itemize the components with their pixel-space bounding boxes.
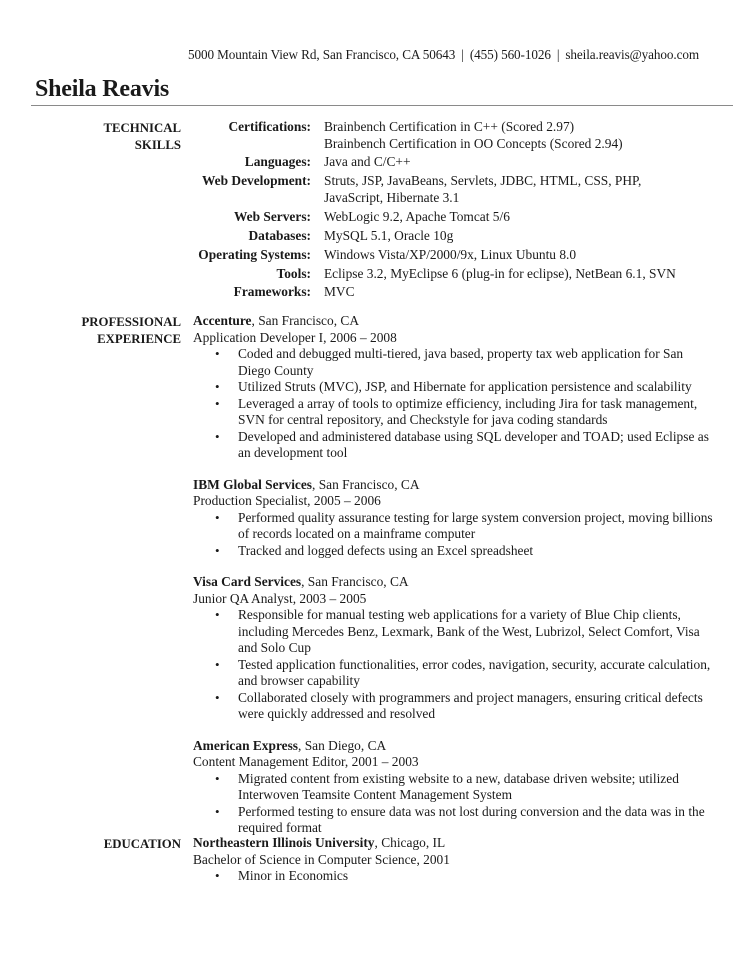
skill-row-web-development xyxy=(0,173,750,206)
school-location: , Chicago, IL xyxy=(374,835,446,850)
skill-key: Certifications: xyxy=(228,119,311,134)
address: 5000 Mountain View Rd, San Francisco, CA 50643 xyxy=(188,47,456,62)
bullet-item: • Migrated content from existing website to a new, database driven website; utilized Interwoven Teamsite Content Management System xyxy=(193,771,713,804)
job-heading xyxy=(193,738,713,755)
skill-value xyxy=(324,209,724,226)
candidate-name: Sheila Reavis xyxy=(35,76,170,102)
skill-row-languages xyxy=(0,154,750,171)
skill-value-line: Eclipse 3.2, MyEclipse 6 (plug-in for eclipse), NetBean 6.1, SVN xyxy=(324,265,676,281)
job-entry xyxy=(193,574,713,723)
skill-key: Web Development: xyxy=(202,173,311,189)
job-location: , San Francisco, CA xyxy=(251,313,359,328)
skills-table xyxy=(0,119,750,303)
job-location: , San Francisco, CA xyxy=(301,574,409,589)
skill-value xyxy=(324,119,724,152)
skill-key: Tools: xyxy=(276,265,311,281)
skill-value-line: MySQL 5.1, Oracle 10g xyxy=(324,227,454,243)
bullet-item: • Tested application functionalities, error codes, navigation, security, accurate calculation, and browser capability xyxy=(193,657,713,690)
skill-value-line: MVC xyxy=(324,284,355,300)
skill-row-databases xyxy=(0,228,750,245)
bullet-item: • Minor in Economics xyxy=(193,868,713,885)
skill-row-web-servers xyxy=(0,209,750,226)
bullet-item: • Utilized Struts (MVC), JSP, and Hibernate for application persistence and scalability xyxy=(193,379,713,396)
skill-value xyxy=(324,228,724,245)
job-title: Production Specialist, 2005 – 2006 xyxy=(193,493,381,508)
phone: (455) 560-1026 xyxy=(469,47,551,62)
skill-key: Frameworks: xyxy=(233,284,311,300)
job-entry xyxy=(193,738,713,837)
skill-value xyxy=(324,173,724,206)
job-title: Application Developer I, 2006 – 2008 xyxy=(193,329,397,345)
section-label-line: EXPERIENCE xyxy=(97,331,181,346)
degree: Bachelor of Science in Computer Science, 2001 xyxy=(193,851,450,867)
skill-key: Databases: xyxy=(248,227,311,243)
school-heading xyxy=(193,835,713,852)
skill-key: Languages: xyxy=(244,154,311,170)
section-label-education: EDUCATION xyxy=(103,837,181,851)
skill-value-line: JavaScript, Hibernate 3.1 xyxy=(324,189,460,205)
education-bullets xyxy=(193,868,713,885)
job-title: Junior QA Analyst, 2003 – 2005 xyxy=(193,590,367,606)
job-bullets xyxy=(193,607,713,723)
bullet-item: • Coded and debugged multi-tiered, java based, property tax web application for San Diego County xyxy=(193,346,713,379)
skill-value xyxy=(324,247,724,264)
job-heading xyxy=(193,477,713,494)
separator: | xyxy=(461,47,464,62)
job-location: , San Francisco, CA xyxy=(312,476,420,492)
skill-value xyxy=(324,284,724,301)
job-entry xyxy=(193,313,713,462)
job-bullets xyxy=(193,346,713,462)
job-bullets xyxy=(193,510,713,560)
company-name: Visa Card Services xyxy=(193,574,302,589)
bullet-item: • Leveraged a array of tools to optimize efficiency, including Jira for task management, SVN for central repository, and Checkstyle for java coding standards xyxy=(193,396,713,429)
bullet-item: • Collaborated closely with programmers and project managers, ensuring critical defects were quickly addressed and resolved xyxy=(193,690,713,723)
skill-key: Operating Systems: xyxy=(198,246,311,262)
skill-key: Web Servers: xyxy=(234,208,311,224)
skill-value-line: Struts, JSP, JavaBeans, Servlets, JDBC, HTML, CSS, PHP, xyxy=(324,173,642,189)
skill-value xyxy=(324,154,724,171)
bullet-item: • Developed and administered database using SQL developer and TOAD; used Eclipse as an development tool xyxy=(193,429,713,462)
job-title: Content Management Editor, 2001 – 2003 xyxy=(193,754,419,769)
section-label-line: PROFESSIONAL xyxy=(81,315,181,329)
skill-value-line: Brainbench Certification in OO Concepts (Scored 2.94) xyxy=(324,135,623,151)
bullet-item: • Performed testing to ensure data was not lost during conversion and the data was in the required format xyxy=(193,804,713,837)
email-link[interactable]: sheila.reavis@yahoo.com xyxy=(565,47,699,62)
skill-row-frameworks xyxy=(0,284,750,301)
header-divider xyxy=(31,105,733,106)
separator: | xyxy=(556,47,560,62)
job-entry xyxy=(193,477,713,560)
skill-value-line: WebLogic 9.2, Apache Tomcat 5/6 xyxy=(324,208,510,224)
company-name: IBM Global Services xyxy=(193,476,313,492)
section-label-professional-experience xyxy=(31,314,181,347)
skill-value-line: Java and C/C++ xyxy=(324,154,411,170)
experience-list xyxy=(193,313,713,852)
skill-row-tools xyxy=(0,266,750,283)
skill-value xyxy=(324,266,724,283)
skill-value-line: Windows Vista/XP/2000/9x, Linux Ubuntu 8.0 xyxy=(324,246,577,262)
company-name: American Express xyxy=(193,737,299,753)
school-name: Northeastern Illinois University xyxy=(193,835,375,850)
bullet-item: • Responsible for manual testing web applications for a variety of Blue Chip clients, including Mercedes Benz, Lexmark, Bank of the West, Lubrizol, Select Comfort, Visa and Solo Cup xyxy=(193,607,713,657)
job-bullets xyxy=(193,771,713,837)
bullet-item: • Performed quality assurance testing for large system conversion project, moving billions of records located on a mainframe computer xyxy=(193,510,713,543)
job-heading xyxy=(193,313,713,330)
section-label-line: TECHNICAL xyxy=(103,121,181,135)
section-label-line: SKILLS xyxy=(134,137,181,152)
company-name: Accenture xyxy=(193,313,252,328)
skill-row-certifications xyxy=(0,119,750,152)
job-heading xyxy=(193,574,713,591)
skill-value-line: Brainbench Certification in C++ (Scored 2.97) xyxy=(324,119,575,134)
contact-line xyxy=(188,47,699,63)
bullet-item: • Tracked and logged defects using an Excel spreadsheet xyxy=(193,543,713,560)
skill-row-operating-systems xyxy=(0,247,750,264)
job-location: , San Diego, CA xyxy=(298,737,387,753)
education-entry xyxy=(193,835,713,885)
